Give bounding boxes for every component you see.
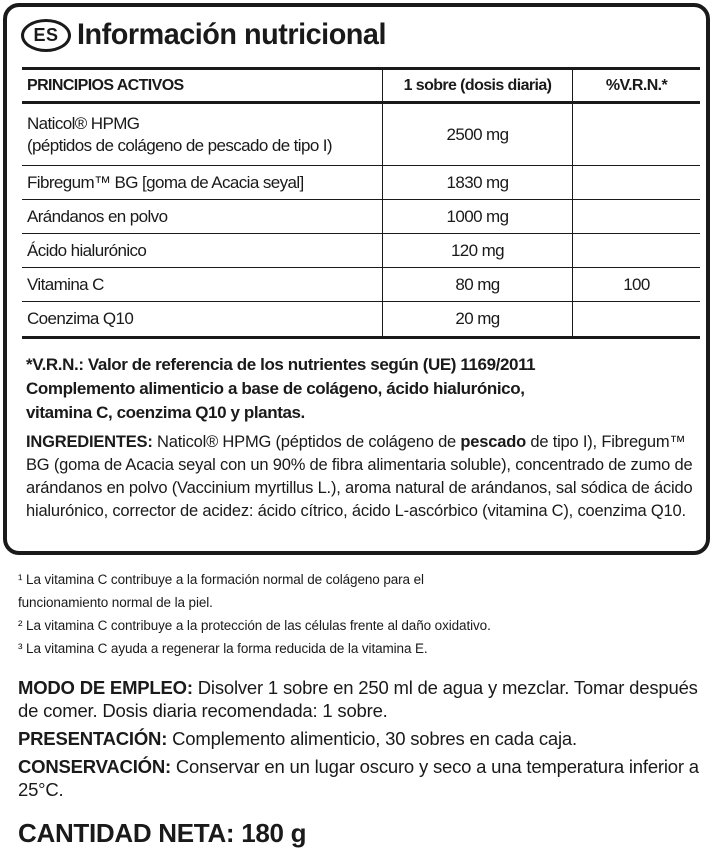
usage-mode-text: Disolver 1 sobre en 250 ml de agua y mezclar. Tomar después de comer. Dosis diaria recomendada: 1 sobre. — [18, 677, 698, 721]
presentation-text: Complemento alimenticio, 30 sobres en cada caja. — [167, 728, 577, 749]
notes-section — [26, 353, 696, 523]
ingredient-dose: 1830 mg — [382, 166, 572, 199]
ingredients-allergen: pescado — [460, 433, 526, 451]
ingredient-vrn — [572, 302, 700, 336]
ingredient-name-line2: (péptidos de colágeno de pescado de tipo I) — [27, 135, 332, 155]
table-row — [22, 268, 700, 302]
ingredient-vrn: 100 — [572, 268, 700, 301]
ingredient-vrn — [572, 234, 700, 267]
ingredient-name: Fibregum™ BG [goma de Acacia seyal] — [27, 172, 304, 192]
header-vrn: %V.R.N.* — [572, 70, 700, 101]
footnote-2: ² La vitamina C contribuye a la protección de las células frente al daño oxidativo. — [18, 618, 491, 633]
usage-section — [18, 676, 708, 806]
panel-header — [21, 18, 399, 52]
usage-mode-label: MODO DE EMPLEO: — [18, 677, 193, 698]
ingredient-dose: 2500 mg — [382, 104, 572, 165]
ingredient-dose: 120 mg — [382, 234, 572, 267]
ingredient-name — [22, 104, 382, 165]
footnote-1-line2: funcionamiento normal de la piel. — [18, 595, 213, 610]
conservation-text: Conservar en un lugar oscuro y seco a una temperatura inferior a 25°C. — [18, 756, 699, 800]
footnotes — [18, 568, 688, 660]
ingredients-label: INGREDIENTES: — [26, 433, 153, 451]
ingredient-vrn — [572, 200, 700, 233]
nutrition-panel — [3, 3, 710, 555]
ingredient-name: Vitamina C — [27, 274, 104, 294]
ingredient-name: Coenzima Q10 — [27, 309, 134, 328]
ingredient-dose: 1000 mg — [382, 200, 572, 233]
supplement-note-line2: vitamina C, coenzima Q10 y plantas. — [26, 403, 305, 422]
supplement-note-line1: Complemento alimenticio a base de colágeno, ácido hialurónico, — [26, 379, 525, 398]
ingredient-name: Arándanos en polvo — [27, 206, 168, 226]
conservation — [18, 755, 708, 801]
ingredient-vrn — [572, 104, 700, 165]
presentation-label: PRESENTACIÓN: — [18, 728, 168, 749]
conservation-label: CONSERVACIÓN: — [18, 756, 171, 777]
ingredient-vrn — [572, 166, 700, 199]
usage-mode — [18, 676, 708, 722]
header-daily-dose: 1 sobre (dosis diaria) — [382, 70, 572, 101]
table-row — [22, 234, 700, 268]
ingredients-text-part2: de tipo I), Fibregum™ BG (goma de Acacia seyal con un 90% de fibra alimentaria soluble), concentrado de zumo de arándanos en polvo (Vaccinium myrtillus L.), aroma natural de arándanos, sal sódica de ácido hialurónico, corrector de acidez: ácido cítrico, ácido L-ascórbico (vitamina C), coenzima Q10. — [26, 433, 693, 520]
table-header-row — [22, 70, 700, 104]
ingredient-dose: 80 mg — [382, 268, 572, 301]
footnote-1-line1: ¹ La vitamina C contribuye a la formación normal de colágeno para el — [18, 572, 424, 587]
footnote-3: ³ La vitamina C ayuda a regenerar la forma reducida de la vitamina E. — [18, 641, 428, 656]
ingredients-paragraph — [26, 431, 696, 523]
table-row — [22, 200, 700, 234]
nutrition-table — [22, 67, 700, 339]
net-quantity: CANTIDAD NETA: 180 g — [18, 818, 307, 848]
ingredients-text-part1: Naticol® HPMG (péptidos de colágeno de — [152, 433, 461, 451]
vrn-note: *V.R.N.: Valor de referencia de los nutrientes según (UE) 1169/2011 — [26, 355, 536, 374]
presentation — [18, 727, 708, 750]
table-row — [22, 104, 700, 166]
header-active-principles: PRINCIPIOS ACTIVOS — [27, 76, 184, 94]
ingredient-name: Ácido hialurónico — [27, 240, 147, 260]
ingredient-dose: 20 mg — [382, 302, 572, 336]
panel-title: Información nutricional — [77, 18, 386, 51]
table-row — [22, 166, 700, 200]
ingredient-name-line1: Naticol® HPMG — [27, 113, 140, 133]
language-badge: ES — [21, 19, 71, 52]
table-row — [22, 302, 700, 336]
